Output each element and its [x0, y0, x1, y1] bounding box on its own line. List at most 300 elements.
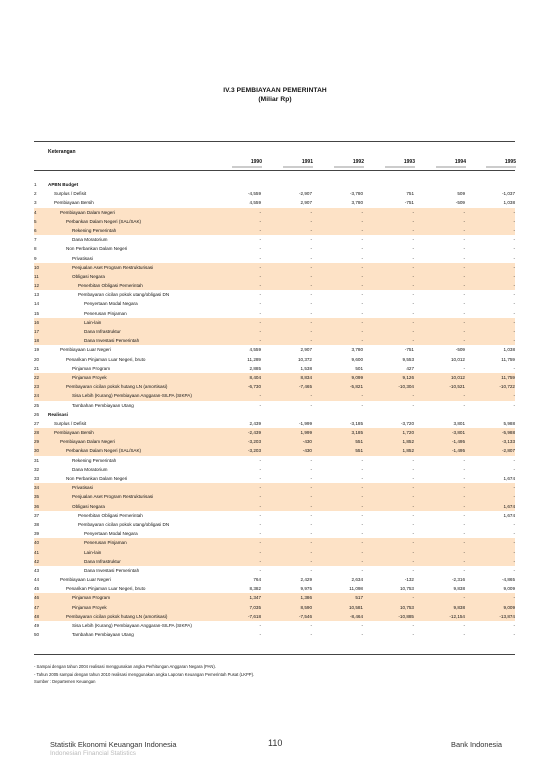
table-row: [34, 281, 515, 290]
row-label: Pinjaman Program: [72, 595, 111, 601]
row-number: 12: [34, 283, 40, 289]
row-label: Penerbitan Obligasi Pemerintah: [78, 512, 143, 518]
cell-1993: -: [412, 237, 414, 243]
row-label: Penyertaan Modal Negara: [84, 531, 138, 537]
cell-1994: -: [463, 549, 465, 555]
cell-1991: -: [310, 255, 312, 261]
row-label: Pembayaran cicilan pokok hutang LN (amortisasi): [66, 384, 168, 390]
cell-1992: -: [361, 476, 363, 481]
cell-1991: -: [310, 485, 312, 491]
row-number: 41: [34, 549, 40, 555]
cell-1990: -: [259, 310, 261, 316]
row-number: 18: [34, 338, 40, 344]
cell-1990: -: [259, 531, 261, 537]
table-row: [34, 318, 515, 327]
row-number: 22: [34, 374, 40, 380]
cell-1995: -: [513, 365, 515, 371]
cell-1993: 10,753: [399, 586, 414, 592]
row-number: 4: [34, 209, 37, 215]
cell-1991: -: [310, 476, 312, 481]
cell-1990: -: [259, 393, 261, 399]
row-number: 16: [34, 319, 40, 325]
row-label: Dana Moratorium: [72, 237, 108, 243]
cell-1994: 509: [457, 191, 465, 197]
row-number: 26: [34, 411, 40, 417]
cell-1992: -: [361, 402, 363, 408]
cell-1991: -: [310, 283, 312, 289]
cell-1995: 5,988: [503, 420, 515, 426]
table-row: [34, 483, 515, 492]
cell-1994: -: [463, 283, 465, 289]
row-number: 11: [34, 273, 39, 279]
row-label: Sisa Lebih (Kurang) Pembiayaan Anggaran-SILPA (SIKPA): [72, 393, 192, 399]
cell-1995: -: [513, 209, 515, 215]
cell-1992: -: [361, 209, 363, 215]
table-row: [34, 364, 515, 373]
cell-1995: -: [513, 457, 515, 463]
cell-1995: -: [513, 485, 515, 491]
cell-1993: 9,126: [402, 374, 414, 380]
cell-1994: -: [463, 255, 465, 261]
table-row: [34, 465, 515, 474]
cell-1994: -1,495: [451, 448, 465, 454]
cell-1995: -: [513, 466, 515, 472]
cell-1992: -: [361, 503, 363, 509]
cell-1992: -: [361, 292, 363, 298]
table-row: [34, 474, 515, 483]
row-label: Pembiayaan Dalam Negeri: [60, 439, 115, 445]
cell-1994: -10,521: [449, 384, 465, 390]
cell-1992: -: [361, 310, 363, 316]
cell-1992: -: [361, 494, 363, 500]
cell-1994: -: [463, 595, 465, 601]
cell-1995: -: [513, 218, 515, 224]
cell-1991: -: [310, 227, 312, 233]
cell-1994: -: [463, 393, 465, 399]
cell-1991: 8,834: [300, 374, 312, 380]
cell-1991: -: [310, 402, 312, 408]
row-label: Dana Moratorium: [72, 466, 108, 472]
row-number: 48: [34, 613, 40, 619]
cell-1994: -: [463, 301, 465, 307]
footer-publication: Statistik Ekonomi Keuangan Indonesia: [50, 740, 177, 749]
cell-1990: -: [259, 457, 261, 463]
cell-1995: 1,038: [503, 347, 515, 353]
cell-1994: 10,012: [450, 356, 465, 362]
cell-1990: -: [259, 402, 261, 408]
cell-1993: -: [412, 227, 414, 233]
row-label: Realisasi: [48, 411, 68, 417]
table-row: [34, 391, 515, 400]
cell-1990: -: [259, 494, 261, 500]
row-number: 45: [34, 586, 40, 592]
row-number: 5: [34, 218, 37, 224]
row-label: Dana Infrastruktur: [84, 558, 121, 564]
table-row: [34, 263, 515, 272]
table-title: IV.3 PEMBIAYAAN PEMERINTAH: [223, 87, 327, 94]
cell-1995: -4,865: [501, 577, 515, 583]
cell-1992: -: [361, 237, 363, 243]
cell-1992: -: [361, 246, 363, 252]
cell-1991: -1,999: [298, 420, 312, 426]
cell-1992: -: [361, 273, 363, 279]
cell-1990: 4,559: [249, 347, 261, 353]
row-label: Perbankan Dalam Negeri (SAL/SAK): [66, 218, 142, 224]
cell-1995: 11,759: [501, 356, 515, 362]
cell-1990: -: [259, 292, 261, 298]
column-header-keterangan: Keterangan: [48, 149, 76, 155]
cell-1991: 9,975: [300, 586, 312, 592]
cell-1991: -7,465: [298, 384, 312, 390]
row-number: 27: [34, 420, 40, 426]
cell-1993: -3,720: [400, 420, 414, 426]
cell-1992: 517: [355, 595, 363, 601]
cell-1990: -: [259, 329, 261, 334]
row-number: 15: [34, 310, 40, 316]
table-row: [34, 520, 515, 529]
cell-1994: -12,154: [449, 613, 465, 619]
cell-1990: -: [259, 338, 261, 344]
table-row: [34, 373, 515, 382]
year-header-1994: 1994: [454, 159, 466, 165]
table-row: [34, 446, 515, 455]
cell-1991: -: [310, 567, 312, 573]
cell-1994: -: [463, 466, 465, 472]
cell-1991: -: [310, 549, 312, 555]
cell-1992: 10,581: [348, 604, 363, 610]
cell-1995: -: [513, 567, 515, 573]
row-number: 50: [34, 632, 40, 638]
cell-1994: -: [463, 476, 465, 481]
row-label: Pinjaman Proyek: [72, 604, 107, 610]
row-label: Obligasi Negara: [72, 503, 105, 509]
row-number: 28: [34, 430, 40, 436]
row-number: 33: [34, 476, 40, 481]
cell-1990: -: [259, 558, 261, 564]
cell-1994: -: [463, 632, 465, 638]
cell-1990: -: [259, 623, 261, 628]
cell-1990: -: [259, 209, 261, 215]
cell-1995: -: [513, 402, 515, 408]
cell-1994: -: [463, 457, 465, 463]
table-row: [34, 538, 515, 547]
cell-1990: 8,404: [249, 374, 261, 380]
cell-1991: -: [310, 521, 312, 527]
row-number: 20: [34, 356, 40, 362]
cell-1994: -: [463, 485, 465, 491]
cell-1993: -: [412, 503, 414, 509]
footer-page-number: 110: [268, 738, 283, 748]
cell-1995: 11,759: [501, 374, 515, 380]
cell-1991: -: [310, 273, 312, 279]
cell-1992: -: [361, 512, 363, 518]
cell-1994: -: [463, 227, 465, 233]
cell-1991: -: [310, 632, 312, 638]
cell-1991: -430: [302, 439, 312, 445]
cell-1992: -: [361, 531, 363, 537]
cell-1990: -7,618: [247, 613, 261, 619]
cell-1992: -: [361, 558, 363, 564]
cell-1991: -430: [302, 448, 312, 454]
row-label: Penerusan Pinjaman: [84, 540, 127, 546]
cell-1992: 2,634: [351, 577, 363, 583]
cell-1995: -: [513, 283, 515, 289]
cell-1992: -: [361, 632, 363, 638]
cell-1992: -3,780: [349, 191, 363, 197]
table-row: [34, 502, 515, 511]
cell-1990: -: [259, 540, 261, 546]
cell-1994: -: [463, 237, 465, 243]
table-row: [34, 180, 515, 189]
cell-1995: -: [513, 246, 515, 252]
cell-1994: -: [463, 540, 465, 546]
cell-1995: -: [513, 595, 515, 601]
row-number: 34: [34, 485, 40, 491]
row-number: 3: [34, 200, 37, 206]
row-label: Pembiayaan Luar Negeri: [60, 347, 111, 353]
year-header-1990: 1990: [250, 159, 262, 165]
cell-1990: -: [259, 503, 261, 509]
footnote: - Tahun 2005 sampai dengan tahun 2010 realisasi menggunakan angka Laporan Keuangan Pemerintah Pusat (LKPP).: [34, 671, 255, 677]
row-label: Lain-lain: [84, 549, 102, 555]
cell-1992: 3,780: [351, 347, 363, 353]
cell-1993: 1,852: [402, 448, 414, 454]
cell-1995: -: [513, 521, 515, 527]
cell-1993: -: [412, 512, 414, 518]
cell-1991: 2,429: [300, 577, 312, 583]
row-number: 39: [34, 531, 40, 537]
cell-1994: -: [463, 558, 465, 564]
cell-1995: -: [513, 237, 515, 243]
cell-1993: 751: [406, 191, 414, 197]
row-number: 32: [34, 466, 40, 472]
cell-1990: 1,347: [249, 595, 261, 601]
table-row: [34, 456, 515, 465]
cell-1993: -751: [404, 347, 414, 353]
row-label: Obligasi Negara: [72, 273, 105, 279]
cell-1992: 9,600: [351, 356, 363, 362]
header-tick: [232, 166, 262, 168]
row-label: Penjualan Aset Program Restrukturisasi: [72, 494, 154, 500]
cell-1995: -: [513, 310, 515, 316]
row-label: Penerusan Pinjaman: [84, 310, 127, 316]
cell-1993: -: [412, 476, 414, 481]
cell-1995: -2,807: [501, 448, 515, 454]
cell-1991: -: [310, 558, 312, 564]
year-header-1993: 1993: [403, 159, 415, 165]
cell-1990: -: [259, 301, 261, 307]
cell-1994: -: [463, 319, 465, 325]
table-row: [34, 575, 515, 584]
cell-1994: -: [463, 494, 465, 500]
cell-1992: -5,821: [349, 384, 363, 390]
table-row: [34, 299, 515, 308]
row-label: Penyertaan Modal Negara: [84, 301, 138, 307]
cell-1992: 3,780: [351, 200, 363, 206]
row-label: Pembayaran cicilan pokok utang/obligasi DN: [78, 521, 170, 527]
cell-1992: 11,098: [349, 586, 363, 592]
table-row: [34, 612, 515, 621]
cell-1990: -: [259, 567, 261, 573]
cell-1992: -3,185: [349, 420, 363, 426]
row-number: 21: [34, 365, 40, 371]
cell-1995: -: [513, 255, 515, 261]
cell-1993: -10,885: [398, 613, 414, 619]
cell-1995: -: [513, 558, 515, 564]
row-label: Pembiayaan Bersih: [54, 200, 94, 206]
table-row: [34, 327, 515, 336]
row-number: 40: [34, 540, 40, 546]
cell-1992: -: [361, 301, 363, 307]
table-row: [34, 630, 515, 639]
row-number: 1: [34, 182, 37, 187]
cell-1993: -: [412, 540, 414, 546]
cell-1992: -: [361, 466, 363, 472]
table-row: [34, 309, 515, 318]
row-number: 35: [34, 494, 40, 500]
cell-1990: 7,035: [249, 604, 261, 610]
cell-1991: -: [310, 338, 312, 344]
table-row: [34, 529, 515, 538]
row-label: Tambahan Pembiayaan Utang: [72, 402, 134, 408]
cell-1994: -: [463, 264, 465, 270]
cell-1991: 2,907: [300, 200, 312, 206]
cell-1990: 4,559: [249, 200, 261, 206]
cell-1995: -: [513, 264, 515, 270]
cell-1991: -: [310, 319, 312, 325]
row-label: APBN Budget: [48, 182, 79, 187]
cell-1991: -: [310, 237, 312, 243]
cell-1991: -: [310, 310, 312, 316]
cell-1991: -: [310, 301, 312, 307]
table-row: [34, 217, 515, 226]
cell-1991: -: [310, 246, 312, 252]
cell-1995: 9,009: [503, 586, 515, 592]
cell-1990: 2,439: [249, 420, 261, 426]
cell-1994: -: [463, 521, 465, 527]
cell-1993: -: [412, 310, 414, 316]
cell-1994: 10,012: [450, 374, 465, 380]
cell-1995: -: [513, 540, 515, 546]
cell-1990: 764: [253, 577, 261, 583]
row-label: Privatisasi: [72, 255, 93, 261]
cell-1991: -: [310, 218, 312, 224]
cell-1995: -: [513, 301, 515, 307]
row-number: 7: [34, 237, 37, 243]
cell-1992: -: [361, 393, 363, 399]
cell-1992: -: [361, 255, 363, 261]
table-row: [34, 272, 515, 281]
cell-1995: -: [513, 227, 515, 233]
row-number: 10: [34, 264, 40, 270]
table-row: [34, 410, 515, 419]
cell-1995: -: [513, 292, 515, 298]
cell-1995: -: [513, 494, 515, 500]
row-label: Penarikan Pinjaman Luar Negeri, bruto: [66, 586, 146, 592]
table-row: [34, 566, 515, 575]
cell-1992: -: [361, 549, 363, 555]
year-header-1995: 1995: [504, 159, 516, 165]
row-label: Privatisasi: [72, 485, 93, 491]
row-label: Pembayaran cicilan pokok hutang LN (amortisasi): [66, 613, 168, 619]
cell-1991: -: [310, 623, 312, 628]
cell-1994: -: [463, 503, 465, 509]
cell-1994: -: [463, 512, 465, 518]
table-row: [34, 511, 515, 520]
row-number: 49: [34, 623, 40, 628]
cell-1991: 2,907: [300, 347, 312, 353]
cell-1994: -3,801: [451, 430, 465, 436]
row-label: Pinjaman Program: [72, 365, 111, 371]
row-number: 8: [34, 246, 37, 252]
cell-1995: -5,988: [501, 430, 515, 436]
cell-1993: -: [412, 218, 414, 224]
cell-1991: -: [310, 466, 312, 472]
table-row: [34, 208, 515, 217]
cell-1993: -: [412, 466, 414, 472]
cell-1994: 9,838: [453, 586, 465, 592]
cell-1990: -: [259, 512, 261, 518]
row-label: Pembiayaan Luar Negeri: [60, 577, 111, 583]
row-label: Tambahan Pembiayaan Utang: [72, 632, 134, 638]
cell-1995: -: [513, 329, 515, 334]
table-row: [34, 401, 515, 410]
cell-1994: -: [463, 292, 465, 298]
row-label: Pembiayaan Bersih: [54, 430, 94, 436]
cell-1993: -: [412, 457, 414, 463]
table-row: [34, 492, 515, 501]
row-number: 31: [34, 457, 40, 463]
table-row: [34, 428, 515, 437]
header-tick: [283, 166, 313, 168]
cell-1993: -: [412, 319, 414, 325]
table-row: [34, 419, 515, 428]
cell-1994: -: [463, 531, 465, 537]
cell-1993: -751: [404, 200, 414, 206]
row-label: Dana Investasi Pemerintah: [84, 567, 140, 573]
cell-1993: -: [412, 209, 414, 215]
header-tick: [436, 166, 466, 168]
cell-1990: -: [259, 237, 261, 243]
cell-1993: -: [412, 531, 414, 537]
cell-1990: -: [259, 476, 261, 481]
header-tick: [334, 166, 364, 168]
cell-1991: 10,372: [297, 356, 312, 362]
year-header-1991: 1991: [301, 159, 313, 165]
cell-1994: -: [463, 365, 465, 371]
cell-1990: -3,203: [247, 448, 261, 454]
table-row: [34, 437, 515, 446]
cell-1991: -2,907: [298, 191, 312, 197]
cell-1995: 1,038: [503, 200, 515, 206]
cell-1993: -: [412, 273, 414, 279]
row-number: 47: [34, 604, 40, 610]
cell-1991: -: [310, 264, 312, 270]
cell-1994: -: [463, 273, 465, 279]
cell-1990: -3,203: [247, 439, 261, 445]
row-label: Rekening Pemerintah: [72, 457, 117, 463]
cell-1990: -: [259, 319, 261, 325]
cell-1995: 1,674: [503, 503, 515, 509]
cell-1993: 1,720: [402, 430, 414, 436]
cell-1991: -: [310, 494, 312, 500]
cell-1991: 1,999: [300, 430, 312, 436]
cell-1993: -: [412, 402, 414, 408]
cell-1993: 9,553: [402, 356, 414, 362]
cell-1992: -: [361, 485, 363, 491]
row-label: Surplus / Defisit: [54, 191, 87, 197]
cell-1995: -: [513, 632, 515, 638]
